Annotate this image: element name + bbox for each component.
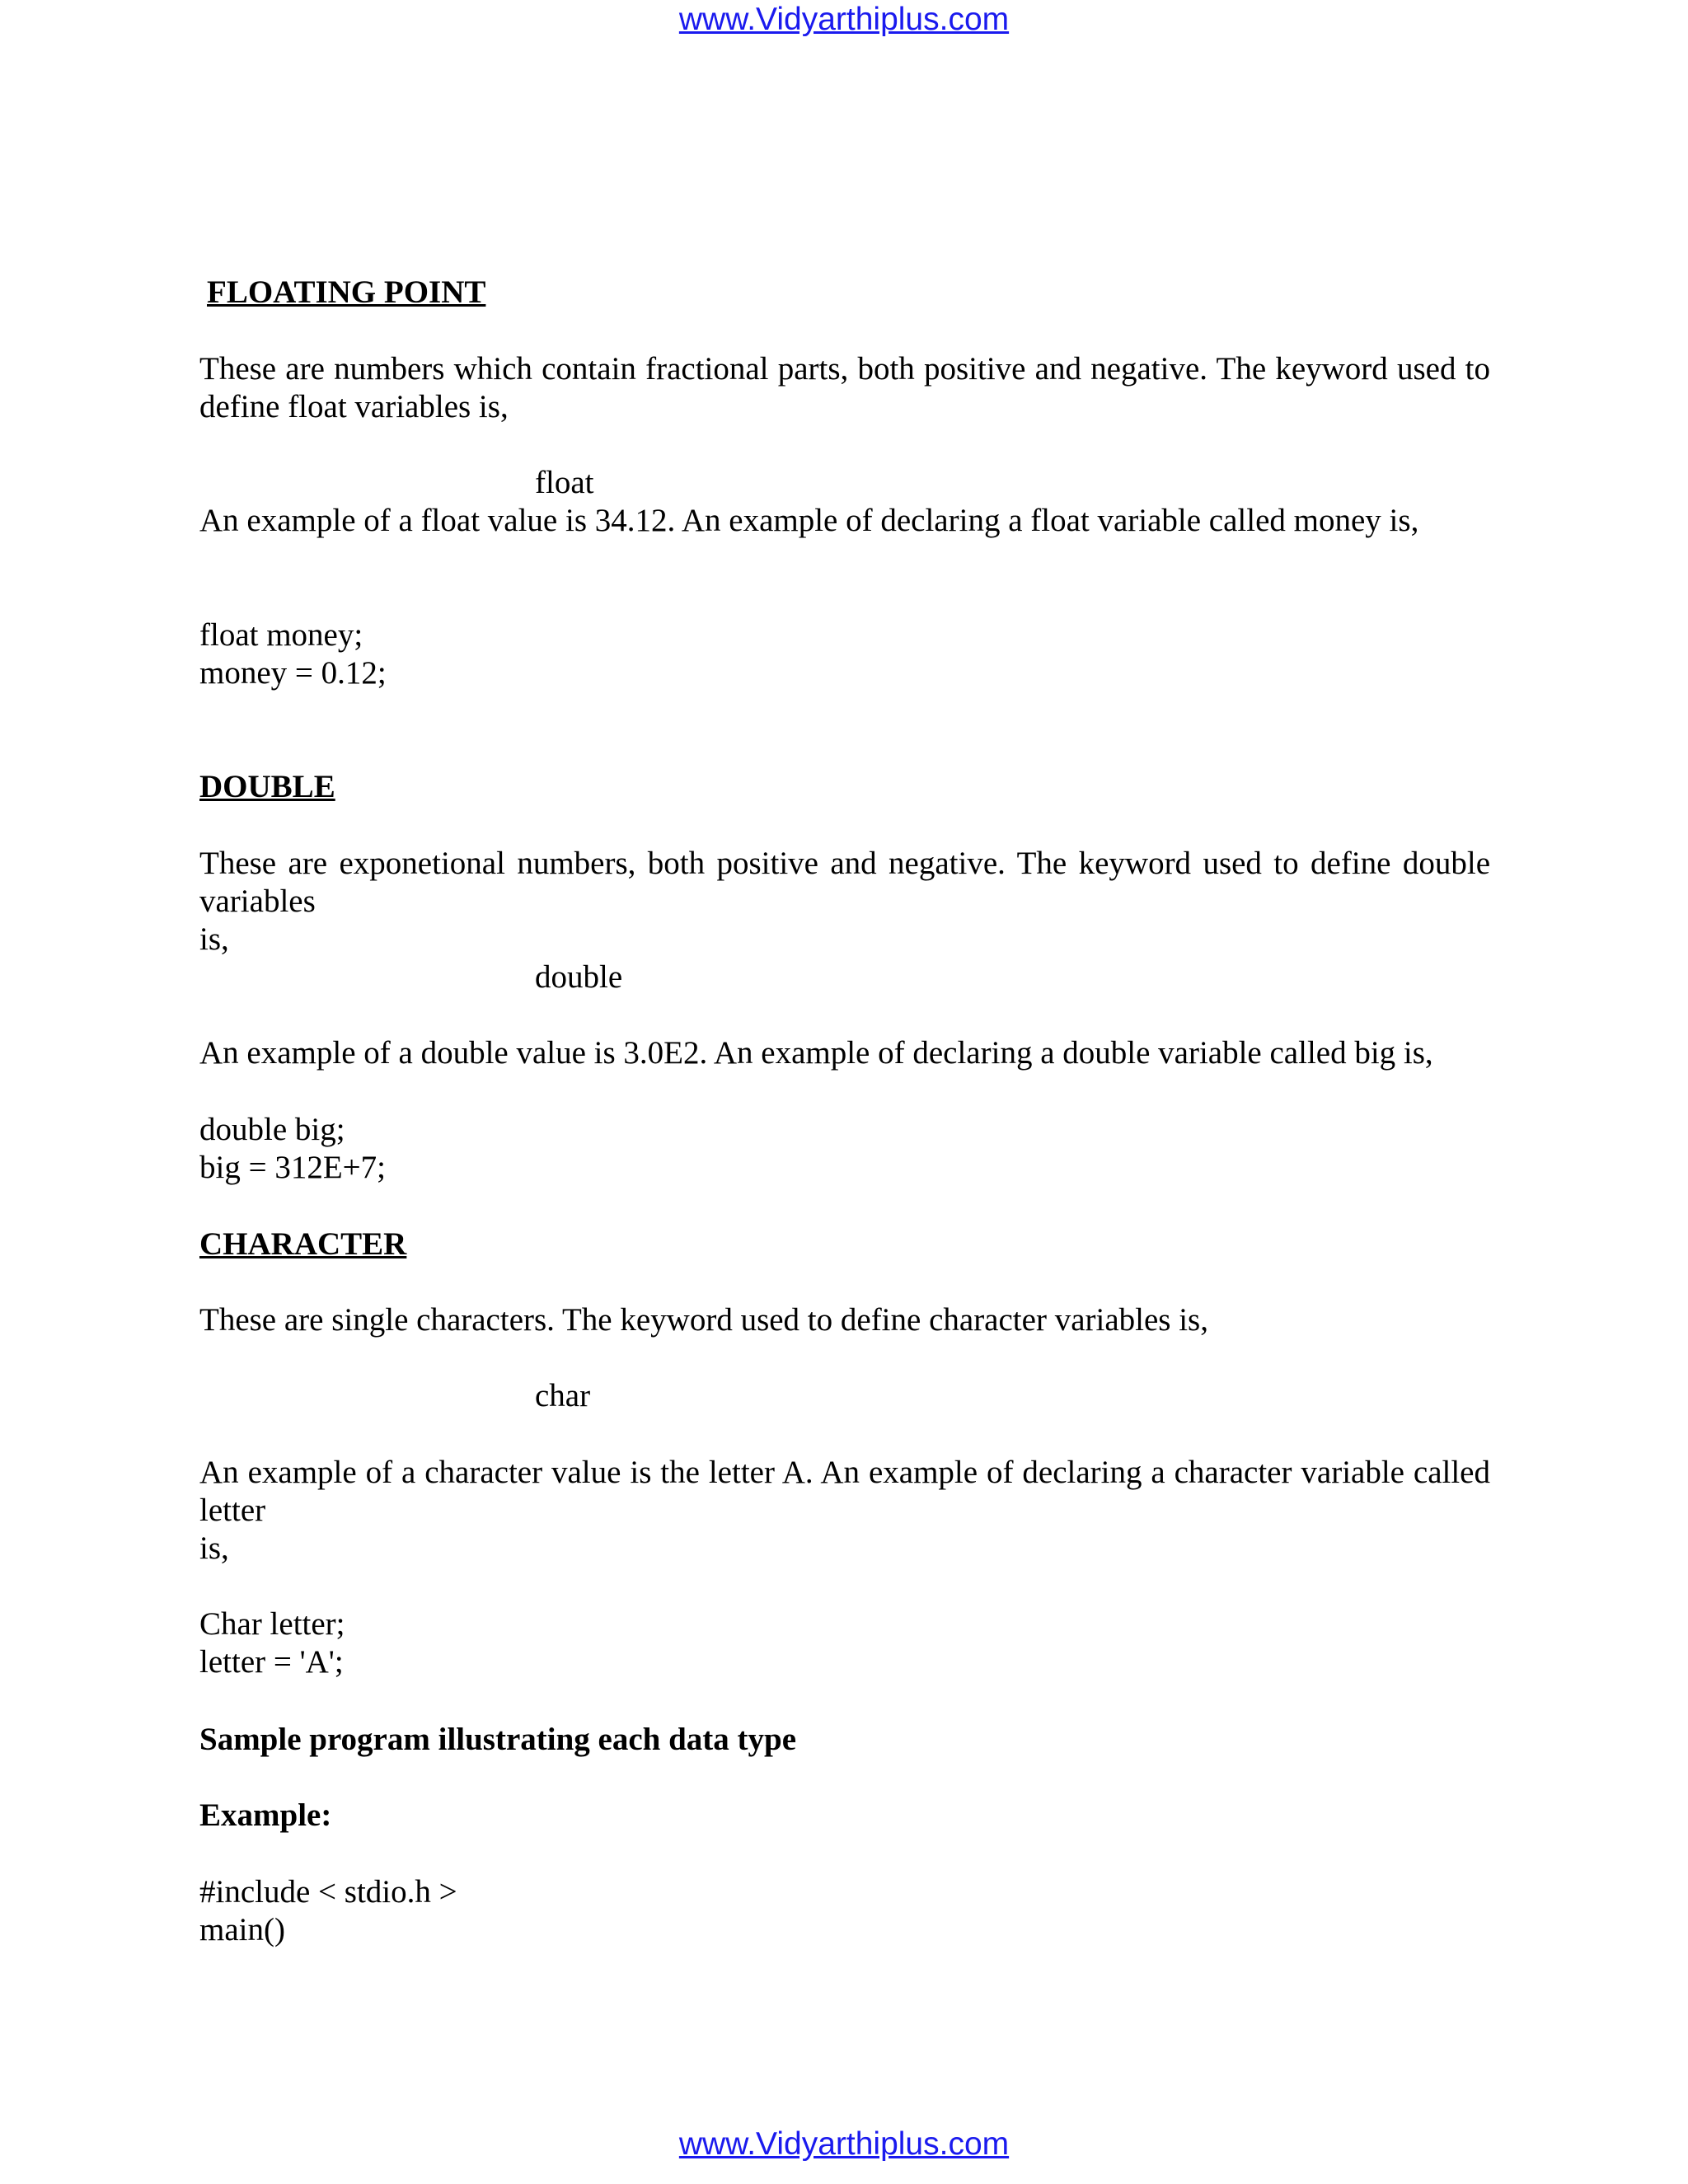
floating-point-para-line2: define float variables is, <box>199 389 509 424</box>
float-code-line2: money = 0.12; <box>199 655 387 691</box>
char-code-line1: Char letter; <box>199 1606 345 1642</box>
float-code-line1: float money; <box>199 617 363 653</box>
character-para: These are single characters. The keyword used to define character variables is, <box>199 1302 1208 1338</box>
double-code-line2: big = 312E+7; <box>199 1150 386 1185</box>
floating-point-para-line1: These are numbers which contain fractional parts, both positive and negative. The keyword used to <box>199 351 1490 387</box>
sample-program-heading: Sample program illustrating each data type <box>199 1722 797 1757</box>
footer-link[interactable]: www.Vidyarthiplus.com <box>678 2126 1010 2162</box>
floating-point-heading: FLOATING POINT <box>207 274 486 310</box>
program-line1: #include < stdio.h > <box>199 1874 457 1910</box>
float-example: An example of a float value is 34.12. An example of declaring a float variable called money is, <box>199 503 1419 538</box>
float-keyword: float <box>535 465 594 500</box>
character-example-line2: letter <box>199 1493 266 1528</box>
double-heading: DOUBLE <box>199 769 335 804</box>
double-para-line2: variables <box>199 883 316 919</box>
character-heading: CHARACTER <box>199 1226 407 1262</box>
double-para-line3: is, <box>199 921 229 957</box>
example-label: Example: <box>199 1797 332 1833</box>
double-code-line1: double big; <box>199 1112 345 1147</box>
character-example-line3: is, <box>199 1530 229 1566</box>
char-code-line2: letter = 'A'; <box>199 1644 344 1680</box>
character-example-line1: An example of a character value is the letter A. An example of declaring a character variable called <box>199 1455 1490 1490</box>
char-keyword: char <box>535 1378 591 1413</box>
program-line2: main() <box>199 1912 285 1947</box>
double-example: An example of a double value is 3.0E2. An example of declaring a double variable called big is, <box>199 1035 1433 1071</box>
double-keyword: double <box>535 959 623 995</box>
header-link[interactable]: www.Vidyarthiplus.com <box>678 2 1010 37</box>
double-para-line1: These are exponetional numbers, both positive and negative. The keyword used to define double <box>199 846 1490 881</box>
